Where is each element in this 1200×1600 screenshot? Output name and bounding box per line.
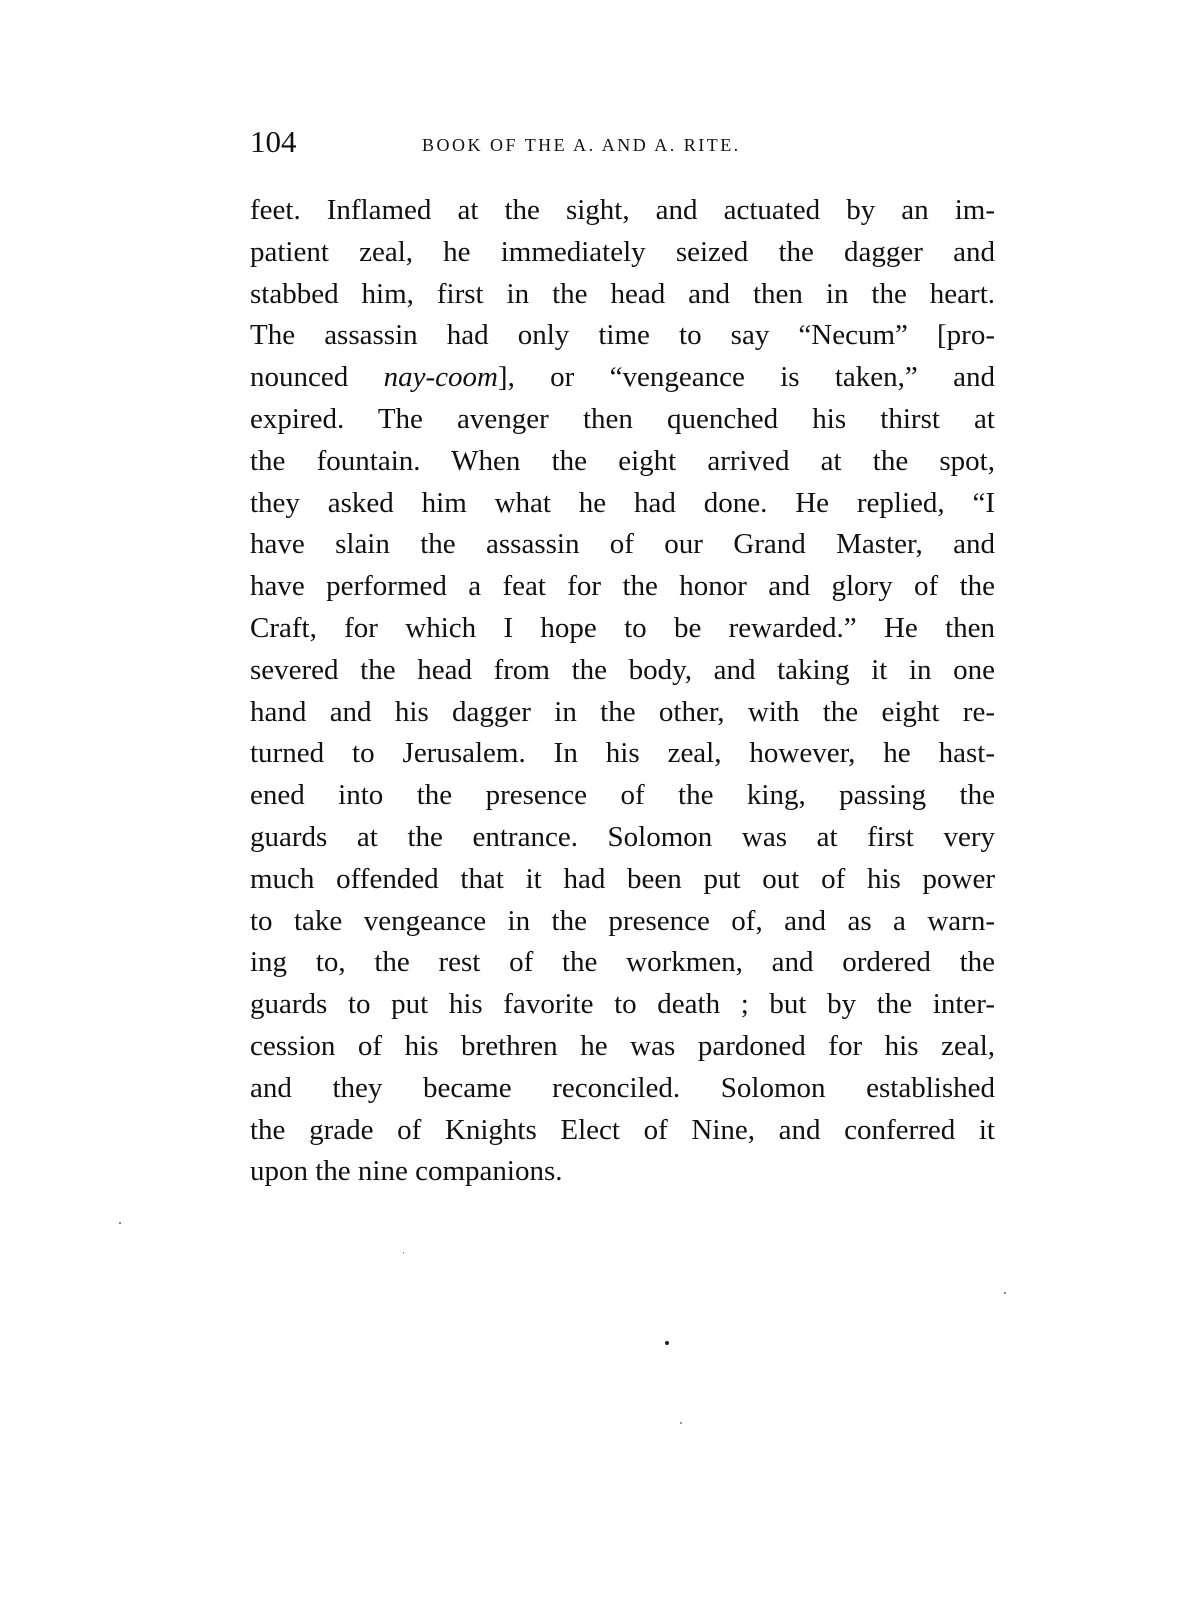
text-line-21: cession of his brethren he was pardoned for his zeal, bbox=[250, 1029, 995, 1062]
text-line-1: feet. Inflamed at the sight, and actuated by an im- bbox=[250, 194, 995, 226]
text-line-6: expired. The avenger then quenched his thirst at bbox=[250, 402, 995, 435]
text-line-23: the grade of Knights Elect of Nine, and conferred it bbox=[250, 1113, 995, 1146]
running-title: BOOK OF THE A. AND A. RITE. bbox=[422, 135, 741, 155]
scan-speck bbox=[1004, 1292, 1006, 1294]
text-line-18: to take vengeance in the presence of, and as a warn- bbox=[250, 904, 995, 937]
text-line-3: stabbed him, first in the head and then in the heart. bbox=[250, 277, 995, 310]
text-line-11: Craft, for which I hope to be rewarded.” He then bbox=[250, 611, 995, 644]
text-line-9: have slain the assassin of our Grand Master, and bbox=[250, 528, 995, 561]
text-line-15: ened into the presence of the king, passing the bbox=[250, 779, 995, 812]
scan-speck bbox=[680, 1422, 682, 1424]
text-line-10: have performed a feat for the honor and glory of the bbox=[250, 570, 995, 603]
text-line-7: the fountain. When the eight arrived at the spot, bbox=[250, 444, 995, 477]
text-line-4: The assassin had only time to say “Necum” [pro- bbox=[250, 319, 995, 352]
text-line-5 bbox=[250, 357, 995, 399]
text-line-12: severed the head from the body, and taking it in one bbox=[250, 653, 995, 686]
scan-speck bbox=[403, 1252, 404, 1254]
text-line-2: patient zeal, he immediately seized the dagger and bbox=[250, 235, 995, 268]
text-line-8: they asked him what he had done. He replied, “I bbox=[250, 486, 995, 519]
text-line-19: ing to, the rest of the workmen, and ordered the bbox=[250, 946, 995, 979]
running-head bbox=[250, 122, 990, 170]
text-line-5-prefix: nounced bbox=[250, 361, 384, 394]
text-line-17: much offended that it had been put out of his power bbox=[250, 862, 995, 895]
text-line-24: upon the nine companions. bbox=[250, 1155, 563, 1188]
text-line-14: turned to Jerusalem. In his zeal, however, he hast- bbox=[250, 737, 995, 770]
scan-speck bbox=[119, 1222, 121, 1224]
text-line-13: hand and his dagger in the other, with the eight re- bbox=[250, 695, 995, 728]
text-line-22: and they became reconciled. Solomon established bbox=[250, 1071, 995, 1104]
italic-pronunciation: nay-coom bbox=[383, 361, 498, 394]
scan-speck bbox=[665, 1341, 669, 1345]
body-text bbox=[250, 190, 995, 1193]
page-number: 104 bbox=[250, 124, 297, 159]
text-line-16: guards at the entrance. Solomon was at first very bbox=[250, 820, 995, 853]
text-line-5-suffix: ], or “vengeance is taken,” and bbox=[497, 361, 995, 394]
text-line-20: guards to put his favorite to death ; but by the inter- bbox=[250, 988, 995, 1021]
